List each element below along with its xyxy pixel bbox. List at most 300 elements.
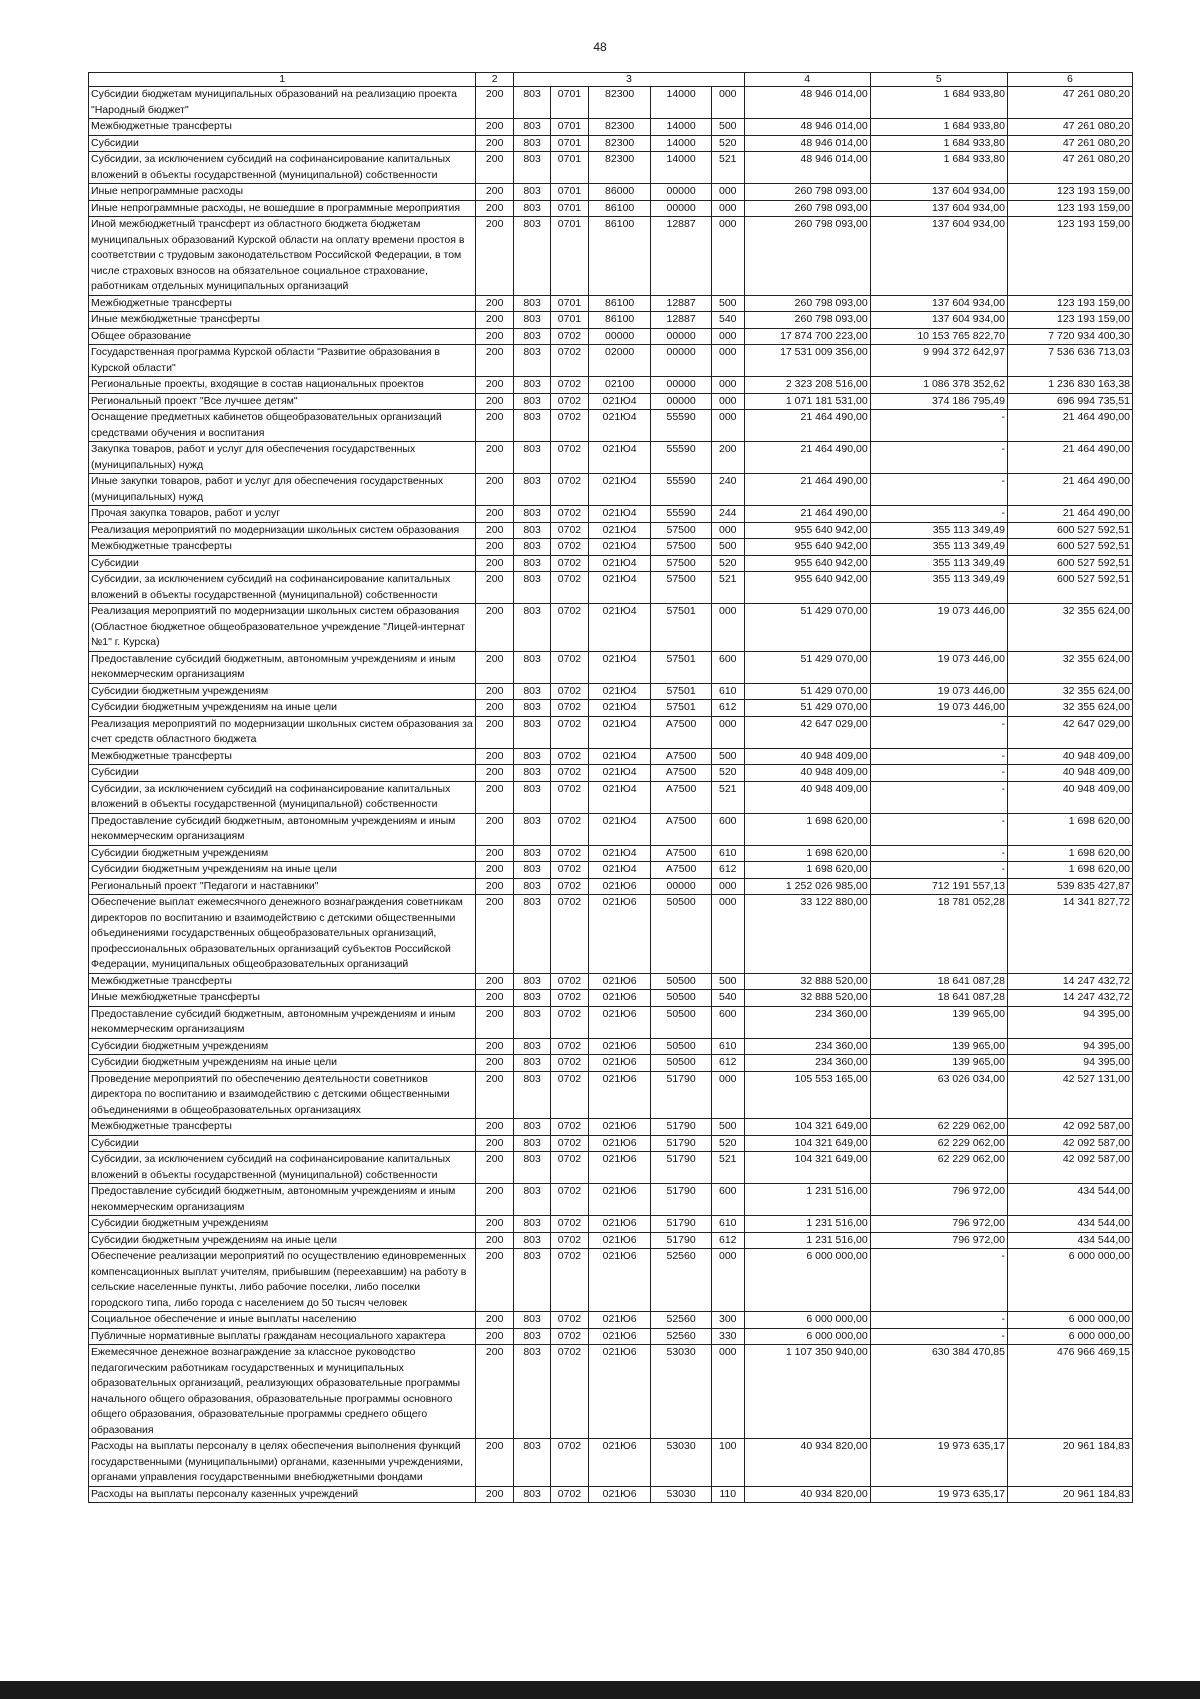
table-row — [89, 87, 1133, 119]
code-direction-cell: 57500 — [651, 522, 711, 539]
amount-executed-cell: - — [870, 845, 1007, 862]
amount-approved-cell: 21 464 490,00 — [744, 410, 870, 442]
amount-approved-cell: 1 107 350 940,00 — [744, 1345, 870, 1439]
table-row — [89, 393, 1133, 410]
code-section-cell: 0701 — [551, 217, 589, 296]
code-program-cell: 02100 — [588, 377, 650, 394]
code-section-cell: 0702 — [551, 1216, 589, 1233]
code-direction-cell: 51790 — [651, 1184, 711, 1216]
page-number: 48 — [593, 40, 607, 54]
line-name-cell: Региональный проект "Все лучшее детям" — [89, 393, 476, 410]
code-grbs-cell: 200 — [476, 312, 514, 329]
amount-approved-cell: 1 252 026 985,00 — [744, 878, 870, 895]
amount-approved-cell: 6 000 000,00 — [744, 1249, 870, 1312]
code-direction-cell: 00000 — [651, 328, 711, 345]
code-ministry-cell: 803 — [514, 119, 551, 136]
code-section-cell: 0701 — [551, 184, 589, 201]
line-name-cell: Иной межбюджетный трансферт из областного бюджета бюджетам муниципальных образований Курской области на оплату времени простоя в соответствии с трудовым законодательством Российской Федерации, в том числе страховых взносов на обязательное социальное страхование, работникам отдельных муниципальных организаций — [89, 217, 476, 296]
code-direction-cell: 57500 — [651, 555, 711, 572]
amount-approved-cell: 51 429 070,00 — [744, 700, 870, 717]
code-expense-type-cell: 600 — [711, 813, 744, 845]
amount-approved-cell: 1 698 620,00 — [744, 862, 870, 879]
code-section-cell: 0702 — [551, 1071, 589, 1119]
amount-remaining-cell: 42 647 029,00 — [1007, 716, 1132, 748]
table-row — [89, 555, 1133, 572]
code-direction-cell: 51790 — [651, 1071, 711, 1119]
code-section-cell: 0702 — [551, 683, 589, 700]
amount-remaining-cell: 47 261 080,20 — [1007, 152, 1132, 184]
line-name-cell: Субсидии, за исключением субсидий на софинансирование капитальных вложений в объекты государственной (муниципальной) собственности — [89, 781, 476, 813]
line-name-cell: Предоставление субсидий бюджетным, автономным учреждениям и иным некоммерческим организациям — [89, 813, 476, 845]
column-number-row — [89, 73, 1133, 87]
code-expense-type-cell: 520 — [711, 765, 744, 782]
amount-executed-cell: 137 604 934,00 — [870, 184, 1007, 201]
amount-approved-cell: 6 000 000,00 — [744, 1312, 870, 1329]
line-name-cell: Обеспечение реализации мероприятий по осуществлению единовременных компенсационных выплат учителям, прибывшим (переехавшим) на работу в сельские населенные пункты, либо рабочие поселки, либо поселки городского типа, либо города с населением до 50 тысяч человек — [89, 1249, 476, 1312]
line-name-cell: Расходы на выплаты персоналу казенных учреждений — [89, 1486, 476, 1503]
amount-approved-cell: 260 798 093,00 — [744, 295, 870, 312]
code-direction-cell: 00000 — [651, 345, 711, 377]
code-section-cell: 0702 — [551, 474, 589, 506]
amount-executed-cell: - — [870, 442, 1007, 474]
code-section-cell: 0702 — [551, 1439, 589, 1487]
code-expense-type-cell: 000 — [711, 345, 744, 377]
code-expense-type-cell: 200 — [711, 442, 744, 474]
code-grbs-cell: 200 — [476, 683, 514, 700]
table-row — [89, 1006, 1133, 1038]
amount-executed-cell: - — [870, 410, 1007, 442]
amount-executed-cell: 355 113 349,49 — [870, 539, 1007, 556]
amount-approved-cell: 48 946 014,00 — [744, 119, 870, 136]
code-program-cell: 021Ю4 — [588, 813, 650, 845]
amount-remaining-cell: 42 092 587,00 — [1007, 1119, 1132, 1136]
amount-executed-cell: - — [870, 862, 1007, 879]
table-row — [89, 377, 1133, 394]
amount-remaining-cell: 20 961 184,83 — [1007, 1486, 1132, 1503]
amount-executed-cell: - — [870, 813, 1007, 845]
code-ministry-cell: 803 — [514, 683, 551, 700]
amount-executed-cell: 19 073 446,00 — [870, 683, 1007, 700]
amount-approved-cell: 2 323 208 516,00 — [744, 377, 870, 394]
code-section-cell: 0701 — [551, 135, 589, 152]
code-ministry-cell: 803 — [514, 377, 551, 394]
code-grbs-cell: 200 — [476, 295, 514, 312]
table-row — [89, 1055, 1133, 1072]
amount-executed-cell: 355 113 349,49 — [870, 522, 1007, 539]
amount-approved-cell: 40 948 409,00 — [744, 765, 870, 782]
line-name-cell: Предоставление субсидий бюджетным, автономным учреждениям и иным некоммерческим организациям — [89, 1006, 476, 1038]
amount-executed-cell: 1 086 378 352,62 — [870, 377, 1007, 394]
amount-remaining-cell: 21 464 490,00 — [1007, 506, 1132, 523]
amount-approved-cell: 955 640 942,00 — [744, 555, 870, 572]
code-program-cell: 021Ю6 — [588, 1038, 650, 1055]
code-program-cell: 021Ю4 — [588, 539, 650, 556]
amount-approved-cell: 234 360,00 — [744, 1038, 870, 1055]
code-section-cell: 0702 — [551, 522, 589, 539]
code-direction-cell: 12887 — [651, 312, 711, 329]
table-row — [89, 1071, 1133, 1119]
table-row — [89, 152, 1133, 184]
code-grbs-cell: 200 — [476, 862, 514, 879]
code-grbs-cell: 200 — [476, 1232, 514, 1249]
line-name-cell: Субсидии, за исключением субсидий на софинансирование капитальных вложений в объекты государственной (муниципальной) собственности — [89, 152, 476, 184]
code-ministry-cell: 803 — [514, 781, 551, 813]
amount-executed-cell: 19 073 446,00 — [870, 604, 1007, 652]
code-program-cell: 021Ю6 — [588, 1135, 650, 1152]
line-name-cell: Иные закупки товаров, работ и услуг для обеспечения государственных (муниципальных) нужд — [89, 474, 476, 506]
code-section-cell: 0702 — [551, 845, 589, 862]
code-expense-type-cell: 540 — [711, 312, 744, 329]
table-row — [89, 700, 1133, 717]
amount-executed-cell: - — [870, 506, 1007, 523]
table-row — [89, 862, 1133, 879]
line-name-cell: Реализация мероприятий по модернизации школьных систем образования (Областное бюджетное общеобразовательное учреждение "Лицей-интернат №1" г. Курска) — [89, 604, 476, 652]
code-ministry-cell: 803 — [514, 135, 551, 152]
line-name-cell: Общее образование — [89, 328, 476, 345]
amount-remaining-cell: 600 527 592,51 — [1007, 522, 1132, 539]
code-direction-cell: 51790 — [651, 1216, 711, 1233]
code-program-cell: 021Ю6 — [588, 1232, 650, 1249]
amount-remaining-cell: 14 341 827,72 — [1007, 895, 1132, 974]
code-direction-cell: 51790 — [651, 1135, 711, 1152]
line-name-cell: Иные непрограммные расходы — [89, 184, 476, 201]
line-name-cell: Ежемесячное денежное вознаграждение за классное руководство педагогическим работникам государственных и муниципальных образовательных организаций, реализующих образовательные программы начального общего образования, образовательные программы основного общего образования, образовательные программы среднего общего образования — [89, 1345, 476, 1439]
code-ministry-cell: 803 — [514, 990, 551, 1007]
table-row — [89, 1152, 1133, 1184]
code-expense-type-cell: 500 — [711, 539, 744, 556]
code-direction-cell: 50500 — [651, 1038, 711, 1055]
amount-executed-cell: 796 972,00 — [870, 1184, 1007, 1216]
code-ministry-cell: 803 — [514, 572, 551, 604]
code-direction-cell: 53030 — [651, 1345, 711, 1439]
code-direction-cell: 51790 — [651, 1119, 711, 1136]
code-direction-cell: 14000 — [651, 87, 711, 119]
amount-approved-cell: 17 531 009 356,00 — [744, 345, 870, 377]
code-section-cell: 0702 — [551, 506, 589, 523]
amount-executed-cell: 355 113 349,49 — [870, 572, 1007, 604]
code-direction-cell: 14000 — [651, 119, 711, 136]
amount-executed-cell: 137 604 934,00 — [870, 200, 1007, 217]
code-section-cell: 0702 — [551, 328, 589, 345]
line-name-cell: Межбюджетные трансферты — [89, 748, 476, 765]
amount-remaining-cell: 32 355 624,00 — [1007, 651, 1132, 683]
code-grbs-cell: 200 — [476, 152, 514, 184]
table-row — [89, 1119, 1133, 1136]
code-expense-type-cell: 521 — [711, 1152, 744, 1184]
code-ministry-cell: 803 — [514, 813, 551, 845]
amount-remaining-cell: 94 395,00 — [1007, 1055, 1132, 1072]
table-row — [89, 1486, 1133, 1503]
line-name-cell: Оснащение предметных кабинетов общеобразовательных организаций средствами обучения и воспитания — [89, 410, 476, 442]
amount-remaining-cell: 94 395,00 — [1007, 1038, 1132, 1055]
table-row — [89, 410, 1133, 442]
code-ministry-cell: 803 — [514, 539, 551, 556]
code-section-cell: 0702 — [551, 393, 589, 410]
amount-approved-cell: 260 798 093,00 — [744, 217, 870, 296]
amount-approved-cell: 1 231 516,00 — [744, 1184, 870, 1216]
code-section-cell: 0702 — [551, 410, 589, 442]
line-name-cell: Субсидии бюджетным учреждениям — [89, 683, 476, 700]
line-name-cell: Субсидии бюджетным учреждениям — [89, 1216, 476, 1233]
code-expense-type-cell: 610 — [711, 683, 744, 700]
amount-remaining-cell: 42 527 131,00 — [1007, 1071, 1132, 1119]
amount-approved-cell: 40 948 409,00 — [744, 781, 870, 813]
code-program-cell: 021Ю4 — [588, 781, 650, 813]
code-direction-cell: 57501 — [651, 700, 711, 717]
code-section-cell: 0702 — [551, 377, 589, 394]
code-expense-type-cell: 600 — [711, 651, 744, 683]
code-expense-type-cell: 521 — [711, 152, 744, 184]
amount-executed-cell: 19 073 446,00 — [870, 651, 1007, 683]
line-name-cell: Предоставление субсидий бюджетным, автономным учреждениям и иным некоммерческим организациям — [89, 651, 476, 683]
code-grbs-cell: 200 — [476, 135, 514, 152]
code-section-cell: 0702 — [551, 651, 589, 683]
amount-executed-cell: - — [870, 1328, 1007, 1345]
code-program-cell: 86100 — [588, 200, 650, 217]
code-grbs-cell: 200 — [476, 442, 514, 474]
table-row — [89, 895, 1133, 974]
table-row — [89, 1312, 1133, 1329]
amount-remaining-cell: 21 464 490,00 — [1007, 410, 1132, 442]
table-row — [89, 813, 1133, 845]
code-direction-cell: 00000 — [651, 393, 711, 410]
amount-remaining-cell: 434 544,00 — [1007, 1232, 1132, 1249]
amount-approved-cell: 955 640 942,00 — [744, 572, 870, 604]
code-grbs-cell: 200 — [476, 200, 514, 217]
code-grbs-cell: 200 — [476, 1071, 514, 1119]
code-grbs-cell: 200 — [476, 878, 514, 895]
amount-executed-cell: 1 684 933,80 — [870, 87, 1007, 119]
amount-approved-cell: 955 640 942,00 — [744, 539, 870, 556]
code-expense-type-cell: 000 — [711, 895, 744, 974]
code-section-cell: 0702 — [551, 572, 589, 604]
code-program-cell: 021Ю6 — [588, 878, 650, 895]
code-section-cell: 0701 — [551, 295, 589, 312]
amount-approved-cell: 32 888 520,00 — [744, 973, 870, 990]
code-grbs-cell: 200 — [476, 765, 514, 782]
code-ministry-cell: 803 — [514, 895, 551, 974]
code-ministry-cell: 803 — [514, 345, 551, 377]
code-program-cell: 021Ю6 — [588, 1071, 650, 1119]
amount-remaining-cell: 123 193 159,00 — [1007, 217, 1132, 296]
code-program-cell: 021Ю4 — [588, 604, 650, 652]
code-section-cell: 0702 — [551, 781, 589, 813]
code-section-cell: 0702 — [551, 1006, 589, 1038]
amount-remaining-cell: 123 193 159,00 — [1007, 312, 1132, 329]
amount-remaining-cell: 6 000 000,00 — [1007, 1312, 1132, 1329]
amount-approved-cell: 40 934 820,00 — [744, 1486, 870, 1503]
code-expense-type-cell: 520 — [711, 555, 744, 572]
amount-approved-cell: 51 429 070,00 — [744, 651, 870, 683]
code-section-cell: 0701 — [551, 200, 589, 217]
amount-executed-cell: 712 191 557,13 — [870, 878, 1007, 895]
amount-remaining-cell: 20 961 184,83 — [1007, 1439, 1132, 1487]
amount-approved-cell: 104 321 649,00 — [744, 1135, 870, 1152]
code-section-cell: 0702 — [551, 555, 589, 572]
code-expense-type-cell: 500 — [711, 1119, 744, 1136]
code-expense-type-cell: 521 — [711, 781, 744, 813]
code-expense-type-cell: 244 — [711, 506, 744, 523]
code-program-cell: 00000 — [588, 328, 650, 345]
code-grbs-cell: 200 — [476, 522, 514, 539]
amount-remaining-cell: 6 000 000,00 — [1007, 1328, 1132, 1345]
amount-remaining-cell: 42 092 587,00 — [1007, 1152, 1132, 1184]
code-section-cell: 0702 — [551, 1119, 589, 1136]
amount-remaining-cell: 6 000 000,00 — [1007, 1249, 1132, 1312]
code-expense-type-cell: 000 — [711, 410, 744, 442]
code-ministry-cell: 803 — [514, 1135, 551, 1152]
code-grbs-cell: 200 — [476, 393, 514, 410]
code-ministry-cell: 803 — [514, 152, 551, 184]
code-section-cell: 0702 — [551, 1184, 589, 1216]
code-grbs-cell: 200 — [476, 1038, 514, 1055]
code-program-cell: 021Ю6 — [588, 1328, 650, 1345]
amount-approved-cell: 955 640 942,00 — [744, 522, 870, 539]
code-ministry-cell: 803 — [514, 1152, 551, 1184]
code-section-cell: 0702 — [551, 539, 589, 556]
code-expense-type-cell: 520 — [711, 1135, 744, 1152]
code-expense-type-cell: 000 — [711, 1071, 744, 1119]
line-name-cell: Социальное обеспечение и иные выплаты населению — [89, 1312, 476, 1329]
code-program-cell: 021Ю4 — [588, 410, 650, 442]
amount-remaining-cell: 40 948 409,00 — [1007, 765, 1132, 782]
line-name-cell: Иные непрограммные расходы, не вошедшие в программные мероприятия — [89, 200, 476, 217]
code-program-cell: 02000 — [588, 345, 650, 377]
code-program-cell: 86000 — [588, 184, 650, 201]
code-program-cell: 021Ю4 — [588, 572, 650, 604]
amount-approved-cell: 33 122 880,00 — [744, 895, 870, 974]
code-expense-type-cell: 000 — [711, 393, 744, 410]
amount-executed-cell: 139 965,00 — [870, 1038, 1007, 1055]
code-section-cell: 0702 — [551, 1038, 589, 1055]
amount-remaining-cell: 476 966 469,15 — [1007, 1345, 1132, 1439]
code-section-cell: 0702 — [551, 700, 589, 717]
table-row — [89, 442, 1133, 474]
code-expense-type-cell: 000 — [711, 716, 744, 748]
amount-executed-cell: 10 153 765 822,70 — [870, 328, 1007, 345]
amount-approved-cell: 104 321 649,00 — [744, 1152, 870, 1184]
code-direction-cell: 12887 — [651, 295, 711, 312]
amount-executed-cell: 19 973 635,17 — [870, 1486, 1007, 1503]
code-section-cell: 0702 — [551, 1152, 589, 1184]
code-program-cell: 82300 — [588, 152, 650, 184]
amount-remaining-cell: 1 698 620,00 — [1007, 813, 1132, 845]
code-grbs-cell: 200 — [476, 410, 514, 442]
line-name-cell: Региональные проекты, входящие в состав национальных проектов — [89, 377, 476, 394]
code-expense-type-cell: 600 — [711, 1184, 744, 1216]
amount-executed-cell: 1 684 933,80 — [870, 119, 1007, 136]
code-direction-cell: 00000 — [651, 200, 711, 217]
code-expense-type-cell: 000 — [711, 217, 744, 296]
code-program-cell: 021Ю4 — [588, 393, 650, 410]
line-name-cell: Закупка товаров, работ и услуг для обеспечения государственных (муниципальных) нужд — [89, 442, 476, 474]
table-row — [89, 1439, 1133, 1487]
code-ministry-cell: 803 — [514, 442, 551, 474]
table-row — [89, 1135, 1133, 1152]
amount-approved-cell: 260 798 093,00 — [744, 312, 870, 329]
code-ministry-cell: 803 — [514, 1439, 551, 1487]
code-section-cell: 0702 — [551, 748, 589, 765]
code-grbs-cell: 200 — [476, 716, 514, 748]
code-ministry-cell: 803 — [514, 1055, 551, 1072]
amount-remaining-cell: 600 527 592,51 — [1007, 572, 1132, 604]
code-section-cell: 0702 — [551, 716, 589, 748]
code-section-cell: 0702 — [551, 990, 589, 1007]
code-section-cell: 0702 — [551, 1249, 589, 1312]
line-name-cell: Региональный проект "Педагоги и наставники" — [89, 878, 476, 895]
code-program-cell: 021Ю4 — [588, 700, 650, 717]
table-body — [89, 73, 1133, 1503]
code-section-cell: 0702 — [551, 1328, 589, 1345]
code-expense-type-cell: 612 — [711, 1055, 744, 1072]
table-row — [89, 651, 1133, 683]
table-row — [89, 295, 1133, 312]
code-section-cell: 0702 — [551, 862, 589, 879]
table-row — [89, 328, 1133, 345]
code-ministry-cell: 803 — [514, 1038, 551, 1055]
amount-remaining-cell: 47 261 080,20 — [1007, 135, 1132, 152]
line-name-cell: Субсидии — [89, 135, 476, 152]
amount-executed-cell: 355 113 349,49 — [870, 555, 1007, 572]
amount-approved-cell: 105 553 165,00 — [744, 1071, 870, 1119]
code-ministry-cell: 803 — [514, 845, 551, 862]
scan-bottom-edge — [0, 1681, 1200, 1699]
code-expense-type-cell: 612 — [711, 862, 744, 879]
amount-approved-cell: 17 874 700 223,00 — [744, 328, 870, 345]
table-row — [89, 522, 1133, 539]
code-program-cell: 021Ю4 — [588, 474, 650, 506]
code-section-cell: 0702 — [551, 1345, 589, 1439]
amount-remaining-cell: 1 236 830 163,38 — [1007, 377, 1132, 394]
code-expense-type-cell: 000 — [711, 878, 744, 895]
budget-table — [88, 72, 1133, 1503]
code-program-cell: 021Ю6 — [588, 895, 650, 974]
code-section-cell: 0701 — [551, 312, 589, 329]
amount-approved-cell: 1 698 620,00 — [744, 845, 870, 862]
amount-remaining-cell: 40 948 409,00 — [1007, 748, 1132, 765]
code-ministry-cell: 803 — [514, 765, 551, 782]
amount-executed-cell: - — [870, 1249, 1007, 1312]
line-name-cell: Реализация мероприятий по модернизации школьных систем образования за счет средств областного бюджета — [89, 716, 476, 748]
code-program-cell: 021Ю4 — [588, 651, 650, 683]
amount-remaining-cell: 21 464 490,00 — [1007, 474, 1132, 506]
code-program-cell: 021Ю6 — [588, 1216, 650, 1233]
budget-sheet — [88, 72, 1133, 1503]
code-ministry-cell: 803 — [514, 87, 551, 119]
amount-executed-cell: 62 229 062,00 — [870, 1152, 1007, 1184]
amount-approved-cell: 6 000 000,00 — [744, 1328, 870, 1345]
table-row — [89, 716, 1133, 748]
line-name-cell: Государственная программа Курской области "Развитие образования в Курской области" — [89, 345, 476, 377]
code-grbs-cell: 200 — [476, 781, 514, 813]
amount-approved-cell: 234 360,00 — [744, 1006, 870, 1038]
code-expense-type-cell: 110 — [711, 1486, 744, 1503]
code-direction-cell: 00000 — [651, 184, 711, 201]
code-ministry-cell: 803 — [514, 862, 551, 879]
code-direction-cell: 50500 — [651, 990, 711, 1007]
code-grbs-cell: 200 — [476, 377, 514, 394]
code-direction-cell: 55590 — [651, 442, 711, 474]
code-direction-cell: 53030 — [651, 1486, 711, 1503]
code-direction-cell: А7500 — [651, 845, 711, 862]
code-program-cell: 021Ю4 — [588, 442, 650, 474]
code-ministry-cell: 803 — [514, 393, 551, 410]
code-program-cell: 021Ю4 — [588, 862, 650, 879]
code-grbs-cell: 200 — [476, 973, 514, 990]
line-name-cell: Субсидии, за исключением субсидий на софинансирование капитальных вложений в объекты государственной (муниципальной) собственности — [89, 1152, 476, 1184]
code-ministry-cell: 803 — [514, 295, 551, 312]
code-expense-type-cell: 500 — [711, 748, 744, 765]
